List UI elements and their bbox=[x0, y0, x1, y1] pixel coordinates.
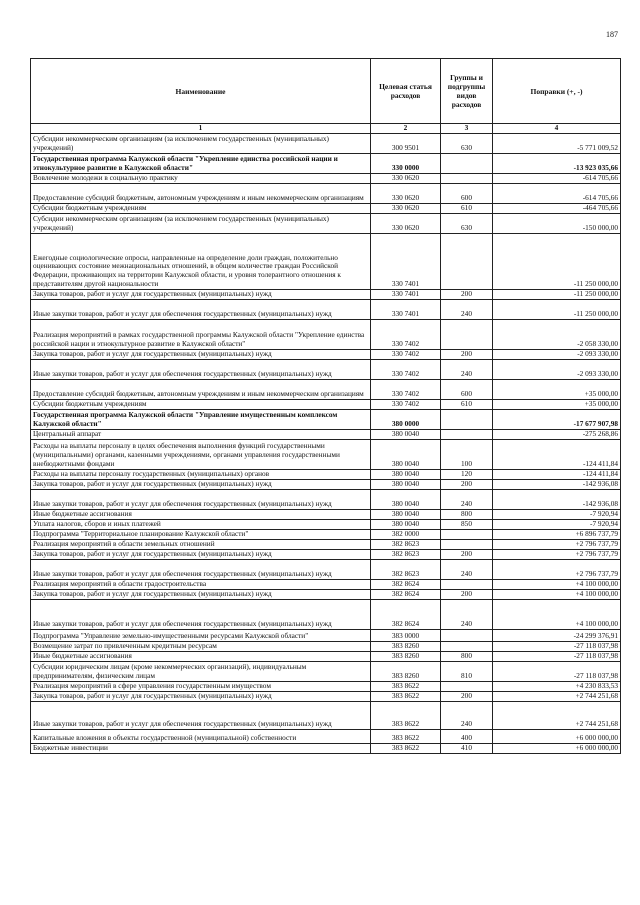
row-target-code: 330 0000 bbox=[371, 153, 441, 173]
table-row bbox=[31, 299, 621, 319]
row-expense-group: 610 bbox=[441, 399, 493, 409]
row-name: Закупка товаров, работ и услуг для государственных (муниципальных) нужд bbox=[31, 691, 371, 701]
table-row bbox=[31, 173, 621, 183]
row-name: Ежегодные социологические опросы, направленные на определение доли граждан, положительно оценивающих состояние межнациональных отношений, в общем количестве граждан Российской Федерации, проживающих на территории Калужской области, и уровня толерантного отношения к представителям другой национальности bbox=[31, 233, 371, 289]
row-expense-group bbox=[441, 409, 493, 429]
row-name: Подпрограмма "Территориальное планирование Калужской области" bbox=[31, 529, 371, 539]
table-row bbox=[31, 479, 621, 489]
table-row bbox=[31, 539, 621, 549]
column-number: 2 bbox=[371, 124, 441, 134]
table-row bbox=[31, 579, 621, 589]
table-row bbox=[31, 203, 621, 213]
row-expense-group: 240 bbox=[441, 489, 493, 509]
row-amount: -5 771 009,52 bbox=[493, 133, 621, 153]
row-amount: +2 796 737,79 bbox=[493, 539, 621, 549]
row-amount: -24 299 376,91 bbox=[493, 629, 621, 641]
row-target-code: 383 8622 bbox=[371, 729, 441, 743]
row-expense-group: 850 bbox=[441, 519, 493, 529]
row-amount: -7 920,94 bbox=[493, 519, 621, 529]
row-amount: +35 000,00 bbox=[493, 399, 621, 409]
table-row bbox=[31, 233, 621, 289]
row-expense-group bbox=[441, 539, 493, 549]
row-amount: -11 250 000,00 bbox=[493, 233, 621, 289]
row-name: Возмещение затрат по привлеченным кредитным ресурсам bbox=[31, 641, 371, 651]
row-target-code: 380 0040 bbox=[371, 479, 441, 489]
row-expense-group: 410 bbox=[441, 743, 493, 753]
row-amount: +2 744 251,68 bbox=[493, 701, 621, 729]
row-amount: -2 093 330,00 bbox=[493, 349, 621, 359]
table-row bbox=[31, 519, 621, 529]
row-expense-group bbox=[441, 629, 493, 641]
table-row bbox=[31, 429, 621, 439]
row-expense-group bbox=[441, 429, 493, 439]
row-target-code: 383 8260 bbox=[371, 641, 441, 651]
row-amount: -124 411,84 bbox=[493, 469, 621, 479]
row-target-code: 383 8260 bbox=[371, 661, 441, 681]
row-amount: -27 118 037,98 bbox=[493, 641, 621, 651]
row-expense-group bbox=[441, 319, 493, 349]
table-row bbox=[31, 661, 621, 681]
row-expense-group bbox=[441, 529, 493, 539]
row-name: Иные закупки товаров, работ и услуг для обеспечения государственных (муниципальных) нужд bbox=[31, 359, 371, 379]
table-row bbox=[31, 529, 621, 539]
table-row bbox=[31, 641, 621, 651]
row-name: Расходы на выплаты персоналу в целях обеспечения выполнения функций государственными (муниципальными) органами, казенными учреждениями, органами управления государственными внебюджетными фондами bbox=[31, 439, 371, 469]
row-target-code: 383 8622 bbox=[371, 681, 441, 691]
row-amount: +6 896 737,79 bbox=[493, 529, 621, 539]
row-amount: -13 923 035,66 bbox=[493, 153, 621, 173]
table-row bbox=[31, 183, 621, 203]
row-target-code: 330 7402 bbox=[371, 399, 441, 409]
table-header-row bbox=[31, 59, 621, 124]
row-expense-group bbox=[441, 681, 493, 691]
row-amount: +35 000,00 bbox=[493, 379, 621, 399]
row-target-code: 383 8622 bbox=[371, 743, 441, 753]
row-amount: +6 000 000,00 bbox=[493, 743, 621, 753]
row-expense-group bbox=[441, 173, 493, 183]
header-amendments: Поправки (+, -) bbox=[493, 59, 621, 124]
row-name: Государственная программа Калужской области "Укрепление единства российской нации и этнокультурное развитие в Калужской области" bbox=[31, 153, 371, 173]
row-expense-group: 100 bbox=[441, 439, 493, 469]
row-name: Иные закупки товаров, работ и услуг для обеспечения государственных (муниципальных) нужд bbox=[31, 559, 371, 579]
row-name: Бюджетные инвестиции bbox=[31, 743, 371, 753]
row-target-code: 330 7401 bbox=[371, 289, 441, 299]
table-row bbox=[31, 289, 621, 299]
row-expense-group bbox=[441, 233, 493, 289]
row-expense-group: 400 bbox=[441, 729, 493, 743]
row-target-code: 330 0620 bbox=[371, 183, 441, 203]
row-target-code: 382 8624 bbox=[371, 589, 441, 599]
row-target-code: 330 0620 bbox=[371, 213, 441, 233]
row-name: Центральный аппарат bbox=[31, 429, 371, 439]
row-target-code: 380 0040 bbox=[371, 489, 441, 509]
row-name: Реализация мероприятий в рамках государственной программы Калужской области "Укрепление единства российской нации и этнокультурное развитие в Калужской области" bbox=[31, 319, 371, 349]
table-row bbox=[31, 379, 621, 399]
row-amount: +4 100 000,00 bbox=[493, 579, 621, 589]
row-expense-group: 630 bbox=[441, 213, 493, 233]
row-expense-group: 200 bbox=[441, 549, 493, 559]
row-target-code: 382 8624 bbox=[371, 579, 441, 589]
table-body bbox=[31, 133, 621, 753]
row-amount: +4 100 000,00 bbox=[493, 599, 621, 629]
row-amount: -150 000,00 bbox=[493, 213, 621, 233]
table-row bbox=[31, 743, 621, 753]
budget-table bbox=[30, 58, 621, 754]
row-expense-group: 120 bbox=[441, 469, 493, 479]
row-name: Предоставление субсидий бюджетным, автономным учреждениям и иным некоммерческим организациям bbox=[31, 183, 371, 203]
table-row bbox=[31, 153, 621, 173]
column-number: 3 bbox=[441, 124, 493, 134]
row-name: Закупка товаров, работ и услуг для государственных (муниципальных) нужд bbox=[31, 349, 371, 359]
row-expense-group: 800 bbox=[441, 651, 493, 661]
row-expense-group: 200 bbox=[441, 691, 493, 701]
header-expense-group: Группы и подгруппы видов расходов bbox=[441, 59, 493, 124]
table-row bbox=[31, 629, 621, 641]
row-target-code: 380 0040 bbox=[371, 439, 441, 469]
row-amount: +6 000 000,00 bbox=[493, 729, 621, 743]
row-target-code: 330 0620 bbox=[371, 173, 441, 183]
row-name: Реализация мероприятий в области градостроительства bbox=[31, 579, 371, 589]
row-expense-group: 200 bbox=[441, 349, 493, 359]
row-target-code: 380 0040 bbox=[371, 519, 441, 529]
table-row bbox=[31, 729, 621, 743]
row-target-code: 330 7401 bbox=[371, 299, 441, 319]
row-expense-group: 200 bbox=[441, 479, 493, 489]
row-amount: -7 920,94 bbox=[493, 509, 621, 519]
row-name: Иные бюджетные ассигнования bbox=[31, 651, 371, 661]
table-row bbox=[31, 599, 621, 629]
row-expense-group: 810 bbox=[441, 661, 493, 681]
table-row bbox=[31, 349, 621, 359]
table-row bbox=[31, 681, 621, 691]
row-target-code: 380 0040 bbox=[371, 429, 441, 439]
table-row bbox=[31, 133, 621, 153]
row-name: Субсидии некоммерческим организациям (за исключением государственных (муниципальных) учреждений) bbox=[31, 133, 371, 153]
row-name: Закупка товаров, работ и услуг для государственных (муниципальных) нужд bbox=[31, 549, 371, 559]
table-row bbox=[31, 439, 621, 469]
row-target-code: 330 7401 bbox=[371, 233, 441, 289]
row-expense-group bbox=[441, 579, 493, 589]
table-row bbox=[31, 489, 621, 509]
table-row bbox=[31, 651, 621, 661]
row-amount: -11 250 000,00 bbox=[493, 299, 621, 319]
row-name: Иные бюджетные ассигнования bbox=[31, 509, 371, 519]
row-expense-group: 600 bbox=[441, 183, 493, 203]
row-amount: -27 118 037,98 bbox=[493, 661, 621, 681]
row-name: Подпрограмма "Управление земельно-имущественными ресурсами Калужской области" bbox=[31, 629, 371, 641]
row-amount: +2 796 737,79 bbox=[493, 559, 621, 579]
row-target-code: 382 8623 bbox=[371, 559, 441, 579]
row-target-code: 380 0040 bbox=[371, 509, 441, 519]
row-name: Реализация мероприятий в области земельных отношений bbox=[31, 539, 371, 549]
row-amount: +4 230 833,53 bbox=[493, 681, 621, 691]
table-row bbox=[31, 469, 621, 479]
row-name: Субсидии бюджетным учреждениям bbox=[31, 203, 371, 213]
row-target-code: 383 8622 bbox=[371, 701, 441, 729]
table-row bbox=[31, 509, 621, 519]
row-name: Реализация мероприятий в сфере управления государственным имуществом bbox=[31, 681, 371, 691]
row-amount: -142 936,08 bbox=[493, 479, 621, 489]
row-name: Закупка товаров, работ и услуг для государственных (муниципальных) нужд bbox=[31, 589, 371, 599]
row-target-code: 383 8260 bbox=[371, 651, 441, 661]
row-amount: -614 705,66 bbox=[493, 173, 621, 183]
row-expense-group bbox=[441, 641, 493, 651]
row-target-code: 380 0040 bbox=[371, 469, 441, 479]
row-target-code: 383 0000 bbox=[371, 629, 441, 641]
row-name: Субсидии бюджетным учреждениям bbox=[31, 399, 371, 409]
row-amount: -17 677 907,98 bbox=[493, 409, 621, 429]
row-expense-group: 200 bbox=[441, 589, 493, 599]
row-name: Иные закупки товаров, работ и услуг для обеспечения государственных (муниципальных) нужд bbox=[31, 489, 371, 509]
row-name: Субсидии юридическим лицам (кроме некоммерческих организаций), индивидуальным предпринимателям, физическим лицам bbox=[31, 661, 371, 681]
row-expense-group: 200 bbox=[441, 289, 493, 299]
row-expense-group: 240 bbox=[441, 299, 493, 319]
row-name: Субсидии некоммерческим организациям (за исключением государственных (муниципальных) учреждений) bbox=[31, 213, 371, 233]
table-row bbox=[31, 359, 621, 379]
column-number: 1 bbox=[31, 124, 371, 134]
row-amount: +2 796 737,79 bbox=[493, 549, 621, 559]
row-target-code: 382 8623 bbox=[371, 549, 441, 559]
table-row bbox=[31, 399, 621, 409]
column-numbers-row bbox=[31, 124, 621, 134]
row-name: Закупка товаров, работ и услуг для государственных (муниципальных) нужд bbox=[31, 289, 371, 299]
row-amount: -464 705,66 bbox=[493, 203, 621, 213]
row-target-code: 330 7402 bbox=[371, 379, 441, 399]
row-target-code: 382 8624 bbox=[371, 599, 441, 629]
row-target-code: 330 0620 bbox=[371, 203, 441, 213]
table-row bbox=[31, 691, 621, 701]
row-target-code: 383 8622 bbox=[371, 691, 441, 701]
row-amount: +4 100 000,00 bbox=[493, 589, 621, 599]
table-row bbox=[31, 213, 621, 233]
row-amount: -614 705,66 bbox=[493, 183, 621, 203]
row-amount: -2 093 330,00 bbox=[493, 359, 621, 379]
row-name: Расходы на выплаты персоналу государственных (муниципальных) органов bbox=[31, 469, 371, 479]
row-expense-group: 610 bbox=[441, 203, 493, 213]
row-target-code: 330 7402 bbox=[371, 359, 441, 379]
row-target-code: 330 7402 bbox=[371, 319, 441, 349]
header-target-article: Целевая статья расходов bbox=[371, 59, 441, 124]
row-expense-group: 600 bbox=[441, 379, 493, 399]
row-expense-group: 240 bbox=[441, 701, 493, 729]
row-amount: -124 411,84 bbox=[493, 439, 621, 469]
page-number: 187 bbox=[606, 30, 618, 39]
table-row bbox=[31, 319, 621, 349]
row-name: Закупка товаров, работ и услуг для государственных (муниципальных) нужд bbox=[31, 479, 371, 489]
row-target-code: 330 7402 bbox=[371, 349, 441, 359]
row-name: Иные закупки товаров, работ и услуг для обеспечения государственных (муниципальных) нужд bbox=[31, 299, 371, 319]
row-expense-group bbox=[441, 153, 493, 173]
table-row bbox=[31, 701, 621, 729]
row-name: Государственная программа Калужской области "Управление имущественным комплексом Калужской области" bbox=[31, 409, 371, 429]
row-expense-group: 240 bbox=[441, 599, 493, 629]
row-name: Предоставление субсидий бюджетным, автономным учреждениям и иным некоммерческим организациям bbox=[31, 379, 371, 399]
row-target-code: 300 9501 bbox=[371, 133, 441, 153]
row-expense-group: 240 bbox=[441, 559, 493, 579]
row-name: Капитальные вложения в объекты государственной (муниципальной) собственности bbox=[31, 729, 371, 743]
row-name: Уплата налогов, сборов и иных платежей bbox=[31, 519, 371, 529]
row-amount: -27 118 037,98 bbox=[493, 651, 621, 661]
table-row bbox=[31, 559, 621, 579]
row-expense-group: 240 bbox=[441, 359, 493, 379]
row-amount: -11 250 000,00 bbox=[493, 289, 621, 299]
row-target-code: 382 8623 bbox=[371, 539, 441, 549]
row-amount: -275 268,86 bbox=[493, 429, 621, 439]
table-row bbox=[31, 549, 621, 559]
row-name: Иные закупки товаров, работ и услуг для обеспечения государственных (муниципальных) нужд bbox=[31, 599, 371, 629]
row-name: Иные закупки товаров, работ и услуг для обеспечения государственных (муниципальных) нужд bbox=[31, 701, 371, 729]
table-row bbox=[31, 409, 621, 429]
row-target-code: 382 0000 bbox=[371, 529, 441, 539]
row-amount: -142 936,08 bbox=[493, 489, 621, 509]
table-row bbox=[31, 589, 621, 599]
row-amount: -2 058 330,00 bbox=[493, 319, 621, 349]
row-name: Вовлечение молодежи в социальную практику bbox=[31, 173, 371, 183]
row-expense-group: 800 bbox=[441, 509, 493, 519]
row-expense-group: 630 bbox=[441, 133, 493, 153]
column-number: 4 bbox=[493, 124, 621, 134]
row-amount: +2 744 251,68 bbox=[493, 691, 621, 701]
row-target-code: 380 0000 bbox=[371, 409, 441, 429]
header-name: Наименование bbox=[31, 59, 371, 124]
